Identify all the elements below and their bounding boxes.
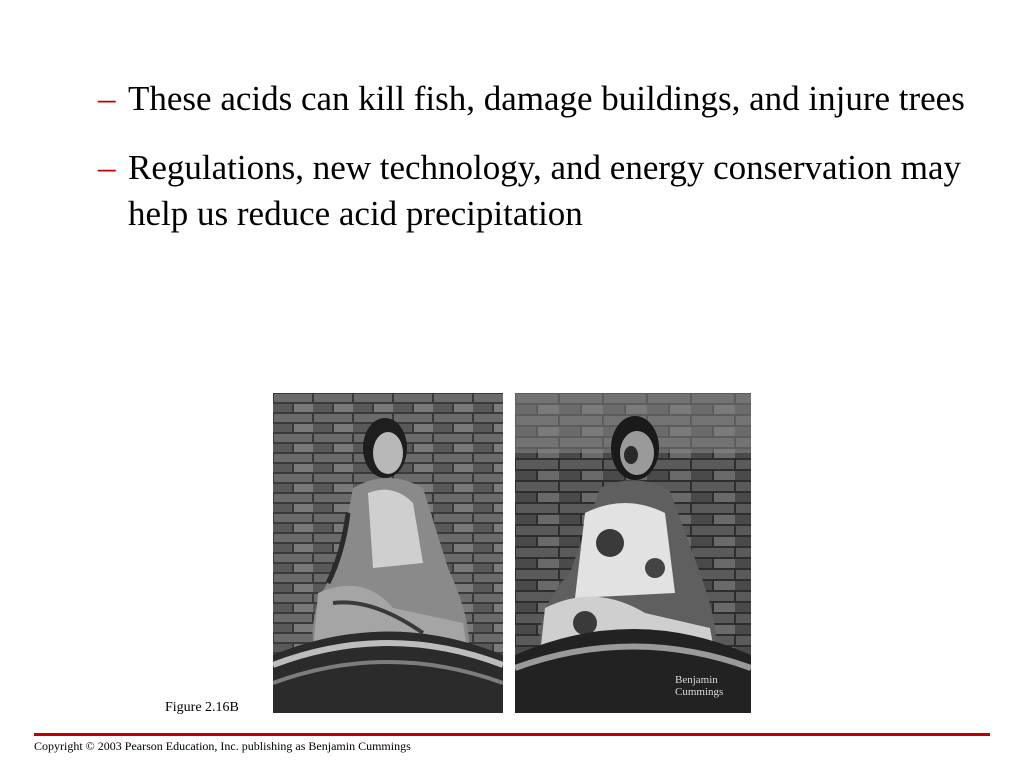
watermark-line2: Cummings bbox=[675, 686, 724, 698]
bullet-item bbox=[98, 145, 978, 237]
bullet-item bbox=[98, 76, 978, 122]
dash-marker: – bbox=[98, 79, 116, 118]
bullet-list bbox=[98, 76, 978, 260]
bullet-text: These acids can kill fish, damage buildings, and injure trees bbox=[128, 79, 965, 118]
statue-photo-before bbox=[273, 393, 503, 713]
copyright-footer: Copyright © 2003 Pearson Education, Inc. publishing as Benjamin Cummings bbox=[34, 739, 411, 753]
footer-divider bbox=[34, 733, 990, 736]
bullet-text: Regulations, new technology, and energy conservation may help us reduce acid precipitation bbox=[128, 148, 961, 233]
figure-caption: Figure 2.16B bbox=[165, 700, 239, 715]
watermark-line1: Benjamin bbox=[675, 674, 718, 686]
statue-photo-after bbox=[515, 393, 751, 713]
dash-marker: – bbox=[98, 148, 116, 187]
